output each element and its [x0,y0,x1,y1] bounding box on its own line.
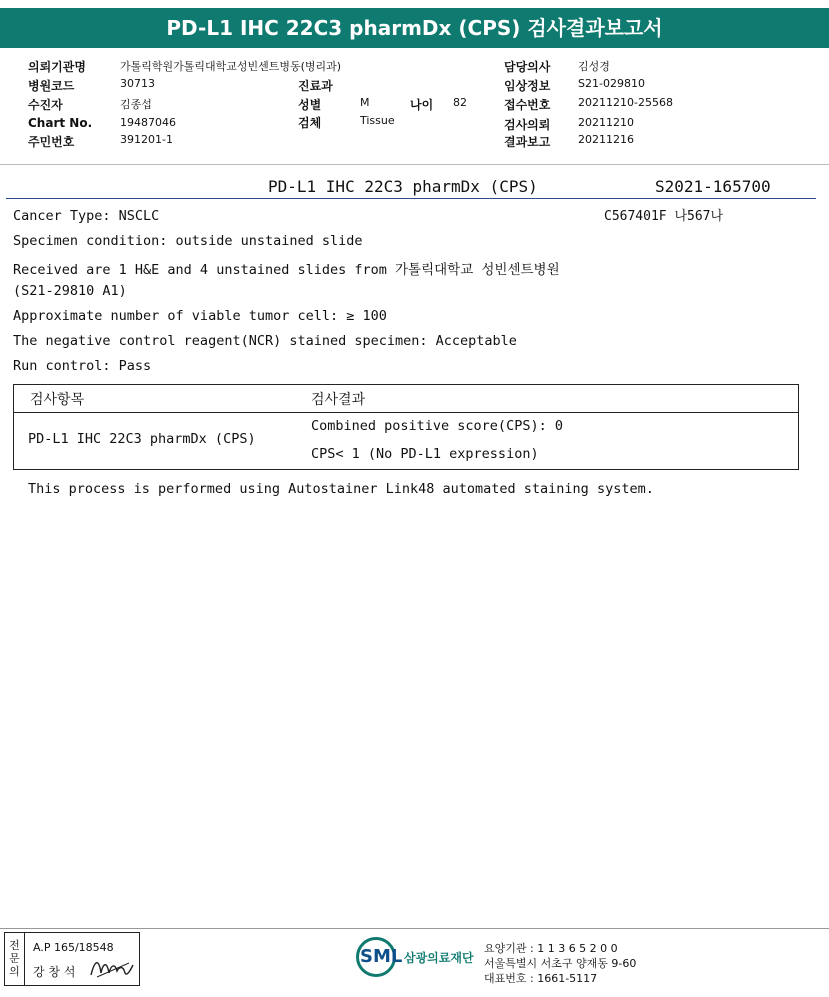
doctor-label: 담당의사 [504,60,551,74]
sml-logo-text: SML [360,946,403,967]
table-cell-item: PD-L1 IHC 22C3 pharmDx (CPS) [28,431,256,447]
age-label: 나이 [410,98,434,112]
receipt-no-value: 20211210-25568 [578,96,673,109]
report-id: S2021-165700 [655,177,771,196]
report-line: Cancer Type: NSCLC [13,208,160,224]
age-value: 82 [453,96,467,109]
hospital-code-label: 병원코드 [28,79,75,93]
sex-label: 성별 [298,98,322,112]
table-divider [14,412,798,413]
request-date-label: 검사의뢰 [504,118,551,132]
specimen-code: C567401F 나567나 [604,209,724,224]
report-date-label: 결과보고 [504,135,551,149]
clinical-info-label: 임상정보 [504,79,551,93]
sml-logo [356,937,476,977]
examinee-label: 수진자 [28,98,63,112]
org-phone: 대표번호 : 1661-5117 [484,972,598,985]
pathologist-name: 강 창 석 [33,965,76,979]
hospital-code-value: 30713 [120,77,155,90]
table-header-item: 검사항목 [30,392,85,408]
report-line: Received are 1 H&E and 4 unstained slides from 가톨릭대학교 성빈센트병원 [13,262,560,278]
report-line: (S21-29810 A1) [13,283,127,299]
header-divider [0,164,829,165]
specialist-label-text: 전문의 [9,939,20,978]
report-line: Approximate number of viable tumor cell: ≥ 100 [13,308,387,324]
table-header-result: 검사결과 [311,392,366,408]
report-title-underline [6,198,816,199]
sex-value: M [360,96,370,109]
specimen-value: Tissue [360,114,395,127]
institution-value: 가톨릭학원가톨릭대학교성빈센트병동(병리과) [120,60,342,73]
chart-no-label: Chart No. [28,116,93,130]
report-line: Run control: Pass [13,358,152,374]
table-cell-result-score: Combined positive score(CPS): 0 [311,418,563,434]
clinical-info-value: S21-029810 [578,77,645,90]
report-line: Specimen condition: outside unstained slide [13,233,363,249]
result-table [13,384,799,470]
resident-no-label: 주민번호 [28,135,75,149]
resident-no-value: 391201-1 [120,133,173,146]
process-footnote: This process is performed using Autostainer Link48 automated staining system. [28,481,654,497]
specialist-label [5,933,25,985]
footer-divider [0,928,829,929]
chart-no-value: 19487046 [120,116,176,129]
specimen-label: 검체 [298,116,322,130]
signature-icon [89,955,135,981]
examinee-value: 김종섭 [120,98,152,111]
institution-label: 의뢰기관명 [28,60,86,74]
org-name: 삼광의료재단 [404,951,474,965]
report-title: PD-L1 IHC 22C3 pharmDx (CPS) 검사결과보고서 [0,8,829,48]
signature-box [4,932,140,986]
ap-number: A.P 165/18548 [33,941,114,954]
department-label: 진료과 [298,79,333,93]
org-code: 요양기관 : 1 1 3 6 5 2 0 0 [484,942,618,955]
table-cell-result-summary: CPS< 1 (No PD-L1 expression) [311,446,539,462]
report-line: The negative control reagent(NCR) stained specimen: Acceptable [13,333,517,349]
doctor-value: 김성경 [578,60,610,73]
request-date-value: 20211210 [578,116,634,129]
test-name: PD-L1 IHC 22C3 pharmDx (CPS) [268,177,538,196]
org-address: 서울특별시 서초구 양재동 9-60 [484,957,637,970]
report-date-value: 20211216 [578,133,634,146]
receipt-no-label: 접수번호 [504,98,551,112]
